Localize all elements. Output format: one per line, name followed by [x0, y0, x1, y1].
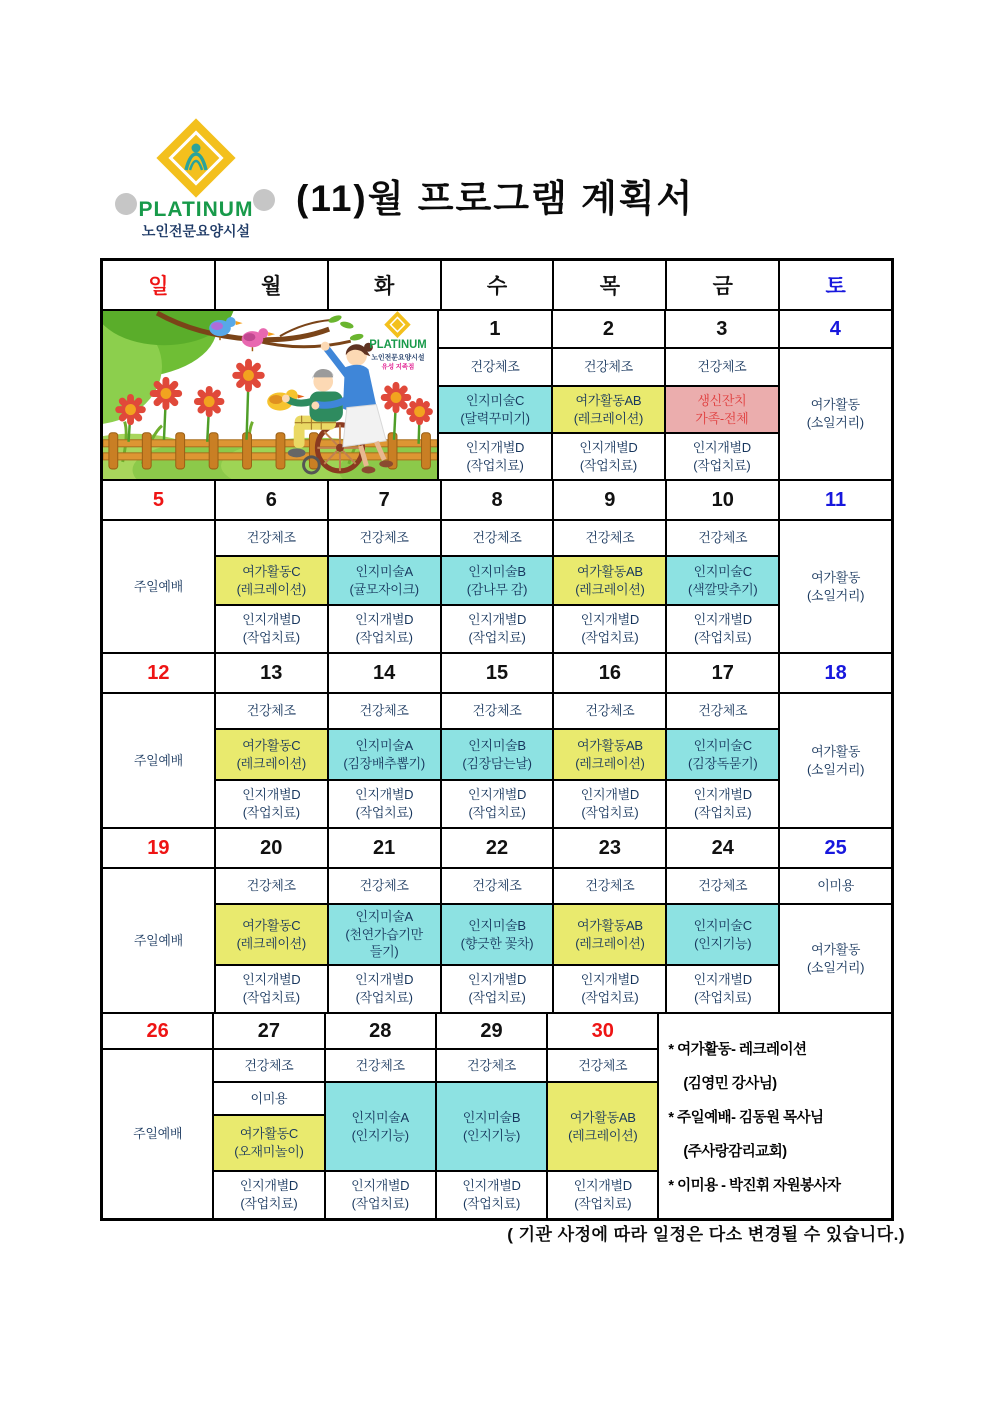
program-item-line: 건강체조: [359, 878, 409, 894]
program-item-line: 건강체조: [470, 359, 520, 375]
program-item: [326, 1050, 435, 1083]
svg-text:노인전문요양시설: 노인전문요양시설: [371, 354, 425, 362]
program-item-line: 건강체조: [697, 359, 747, 375]
day-header-금: 금: [665, 261, 778, 309]
notes-cell: [657, 1014, 891, 1218]
program-item: [553, 387, 664, 434]
program-item: [439, 434, 550, 479]
program-item-line: 인지미술B: [468, 563, 526, 579]
program-item: [780, 905, 891, 1012]
program-item: [666, 349, 777, 387]
program-item-line: (인지기능): [694, 935, 752, 951]
week-row-3: [103, 652, 891, 827]
program-item-line: 인지미술C: [465, 392, 525, 408]
program-item-line: 인지개별D: [239, 1178, 298, 1194]
date-24: 24: [667, 829, 778, 869]
program-item-line: 인지미술B: [462, 1109, 521, 1125]
program-item-line: 인지개별D: [693, 787, 752, 803]
day-cell-12: [103, 654, 214, 827]
program-item-line: 건강체조: [246, 878, 296, 894]
program-item-line: (작업치료): [579, 457, 637, 473]
program-item-line: 건강체조: [246, 703, 296, 719]
date-19: 19: [103, 829, 214, 869]
program-item: [329, 869, 440, 905]
program-item-line: 인지미술A: [355, 737, 413, 753]
program-item-line: 여가활동: [811, 569, 861, 585]
program-item: [437, 1172, 546, 1218]
day-cell-17: [665, 654, 778, 827]
program-item-line: 여가활동AB: [569, 1109, 636, 1125]
date-28: 28: [326, 1014, 435, 1050]
program-item: [667, 521, 778, 557]
program-item-line: (인지기능): [351, 1127, 409, 1143]
date-22: 22: [442, 829, 553, 869]
program-item-line: 건강체조: [698, 878, 748, 894]
program-item-line: 여가활동AB: [575, 392, 642, 408]
program-item: [216, 781, 327, 827]
note-line-1: * 여가활동- 레크레이션: [668, 1042, 807, 1058]
program-item-line: (천연가습기만: [345, 926, 423, 942]
program-item: [667, 557, 778, 606]
program-item: [548, 1172, 657, 1218]
program-item-line: 인지개별D: [580, 612, 639, 628]
program-item: [554, 781, 665, 827]
program-item-line: 건강체조: [472, 878, 522, 894]
program-item: [214, 1050, 323, 1083]
program-item-line: 주일예배: [133, 1126, 183, 1142]
program-item: [216, 521, 327, 557]
date-30: 30: [548, 1014, 657, 1050]
program-item-line: 건강체조: [244, 1057, 294, 1073]
day-cell-6: [214, 481, 327, 652]
program-item-line: 건강체조: [359, 530, 409, 546]
program-item-line: (귤모자이크): [349, 581, 419, 597]
program-item: [442, 905, 553, 966]
day-header-화: 화: [327, 261, 440, 309]
program-item: [548, 1083, 657, 1172]
day-header-수: 수: [440, 261, 553, 309]
program-item-line: (레크레이션): [573, 410, 644, 426]
program-item: [216, 557, 327, 606]
program-item-line: 건강체조: [585, 530, 635, 546]
program-item-line: (감나무 감): [466, 581, 528, 597]
program-item: [216, 966, 327, 1012]
program-item: [667, 781, 778, 827]
facility-logo-graphic: [108, 112, 288, 252]
program-item-line: 인지개별D: [355, 612, 414, 628]
day-cell-21: [327, 829, 440, 1012]
program-item-line: 여가활동AB: [576, 917, 643, 933]
svg-text:PLATINUM: PLATINUM: [369, 339, 427, 352]
program-item-line: 이미용: [817, 878, 854, 894]
program-item: [553, 434, 664, 479]
date-9: 9: [554, 481, 665, 521]
date-13: 13: [216, 654, 327, 694]
program-item: [554, 869, 665, 905]
program-item: [439, 349, 550, 387]
program-item-line: (소일거리): [807, 587, 865, 603]
day-cell-3: [664, 311, 777, 479]
day-cell-19: [103, 829, 214, 1012]
program-item: [442, 557, 553, 606]
program-item-line: 인지개별D: [242, 972, 301, 988]
program-item-line: 여가활동: [810, 397, 860, 413]
program-item: [329, 521, 440, 557]
program-item-line: 여가활동C: [242, 917, 301, 933]
footer-note: ( 기관 사정에 따라 일정은 다소 변경될 수 있습니다.): [507, 1225, 905, 1244]
date-12: 12: [103, 654, 214, 694]
program-item: [442, 730, 553, 781]
program-item: [780, 349, 891, 479]
program-item-line: 건강체조: [472, 530, 522, 546]
program-item-line: 인지개별D: [351, 1178, 410, 1194]
day-cell-22: [440, 829, 553, 1012]
program-item: [666, 434, 777, 479]
program-item-line: 여가활동AB: [576, 737, 643, 753]
program-item-line: 인지개별D: [242, 612, 301, 628]
program-item: [442, 781, 553, 827]
day-cell-8: [440, 481, 553, 652]
program-item: [442, 966, 553, 1012]
program-item-line: 건강체조: [698, 530, 748, 546]
day-cell-30: [546, 1014, 657, 1218]
date-27: 27: [214, 1014, 323, 1050]
program-item-line: (김장독묻기): [688, 755, 758, 771]
program-item-line: 건강체조: [466, 1057, 516, 1073]
program-item-line: (작업치료): [581, 805, 639, 820]
program-item-line: (작업치료): [694, 630, 752, 645]
day-cell-13: [214, 654, 327, 827]
program-item-line: (작업치료): [466, 457, 524, 473]
program-item-line: (작업치료): [694, 990, 752, 1005]
program-item-line: 건강체조: [359, 703, 409, 719]
program-item: [554, 521, 665, 557]
program-item-line: 건강체조: [585, 878, 635, 894]
program-item-line: 건강체조: [578, 1057, 628, 1073]
date-26: 26: [103, 1014, 212, 1050]
program-item-line: 여가활동: [811, 941, 861, 957]
program-item-line: (인지기능): [462, 1127, 521, 1143]
program-item-line: 인지미술B: [468, 737, 526, 753]
program-item: [780, 694, 891, 827]
program-item: [442, 521, 553, 557]
calendar-illustration: [103, 311, 437, 479]
program-item-line: (달력꾸미기): [460, 410, 530, 426]
program-item-line: 인지미술A: [355, 563, 413, 579]
program-item-line: 여가활동C: [242, 563, 301, 579]
date-17: 17: [667, 654, 778, 694]
program-item: [667, 694, 778, 730]
program-item-line: 인지개별D: [580, 787, 639, 803]
day-cell-26: [103, 1014, 212, 1218]
program-item: [103, 694, 214, 827]
program-item-line: 여가활동: [811, 743, 861, 759]
program-item-line: (작업치료): [240, 1196, 298, 1211]
program-item: [329, 730, 440, 781]
program-item: [667, 869, 778, 905]
program-item-line: (작업치료): [581, 630, 639, 645]
day-cell-5: [103, 481, 214, 652]
day-cell-9: [552, 481, 665, 652]
day-cell-27: [212, 1014, 323, 1218]
program-item: [329, 606, 440, 652]
program-item-line: (작업치료): [468, 990, 526, 1005]
program-item: [437, 1083, 546, 1172]
program-item-line: (레크레이션): [575, 935, 645, 951]
program-item: [329, 694, 440, 730]
note-line-4: (주사랑감리교회): [683, 1144, 787, 1160]
program-item-line: 건강체조: [698, 703, 748, 719]
day-cell-7: [327, 481, 440, 652]
program-item: [216, 694, 327, 730]
program-item-line: 인지개별D: [573, 1178, 632, 1194]
program-item-line: 인지개별D: [242, 787, 301, 803]
program-item: [554, 905, 665, 966]
program-item-line: 건강체조: [585, 703, 635, 719]
program-item: [667, 730, 778, 781]
calendar-photo-cell: [103, 311, 437, 479]
program-item-line: (소일거리): [807, 959, 865, 975]
program-item-line: 인지개별D: [579, 439, 638, 455]
program-item-line: 이미용: [250, 1090, 288, 1106]
program-item-line: (레크레이션): [236, 581, 306, 597]
program-item: [216, 730, 327, 781]
day-cell-1: [437, 311, 550, 479]
program-item-line: (김장담는날): [462, 755, 532, 771]
program-item-line: (작업치료): [468, 630, 526, 645]
program-item: [329, 905, 440, 966]
program-item-line: (작업치료): [351, 1196, 409, 1211]
day-cell-24: [665, 829, 778, 1012]
program-item-line: 인지개별D: [355, 787, 414, 803]
program-item: [442, 869, 553, 905]
program-item-line: 가족-전체: [695, 410, 749, 426]
date-29: 29: [437, 1014, 546, 1050]
program-item-line: (레크레이션): [568, 1127, 638, 1143]
program-item-line: (레크레이션): [236, 755, 306, 771]
program-item-line: 인지개별D: [693, 972, 752, 988]
program-item-line: 인지개별D: [462, 1178, 521, 1194]
logo-deco-dot-left: [115, 193, 137, 215]
logo-deco-dot-right: [253, 189, 275, 211]
program-item-line: (향긋한 꽃차): [460, 935, 534, 951]
program-item-line: (소일거리): [806, 415, 864, 430]
program-item-line: (작업치료): [355, 805, 413, 820]
program-item-line: 주일예배: [133, 578, 183, 594]
date-20: 20: [216, 829, 327, 869]
program-item-line: 인지개별D: [693, 612, 752, 628]
program-item-line: (작업치료): [242, 990, 300, 1005]
program-item-line: 인지개별D: [465, 439, 525, 455]
date-6: 6: [216, 481, 327, 521]
program-item-line: 여가활동AB: [576, 563, 643, 579]
program-item: [437, 1050, 546, 1083]
program-item: [667, 606, 778, 652]
program-item: [554, 694, 665, 730]
day-cell-2: [551, 311, 664, 479]
day-cell-11: [778, 481, 891, 652]
week-row-5: [103, 1012, 891, 1218]
program-item-line: 건강체조: [246, 530, 296, 546]
program-item-line: 인지미술A: [355, 908, 413, 924]
week-row-2: [103, 479, 891, 652]
note-line-3: * 주일예배- 김동원 목사님: [668, 1110, 824, 1126]
day-cell-4: [778, 311, 891, 479]
program-item-line: 주일예배: [133, 932, 183, 948]
program-item: [216, 905, 327, 966]
program-item-line: (작업치료): [574, 1196, 632, 1211]
program-item: [103, 1050, 212, 1218]
program-item-line: (레크레이션): [575, 755, 645, 771]
program-item-line: (김장배추뽑기): [343, 755, 425, 771]
date-23: 23: [554, 829, 665, 869]
program-item: [780, 869, 891, 905]
program-item-line: 들기): [369, 944, 399, 960]
program-item-line: 여가활동C: [239, 1126, 298, 1142]
day-cell-14: [327, 654, 440, 827]
day-header-일: 일: [148, 275, 169, 298]
date-18: 18: [780, 654, 891, 694]
day-cell-28: [324, 1014, 435, 1218]
date-25: 25: [780, 829, 891, 869]
note-line-2: (김영민 강사님): [683, 1076, 777, 1092]
program-item-line: 인지개별D: [467, 972, 527, 988]
facility-logo: [108, 112, 288, 252]
program-item: [214, 1083, 323, 1116]
day-header-토: 토: [778, 261, 891, 309]
day-cell-18: [778, 654, 891, 827]
program-item-line: 여가활동C: [242, 737, 301, 753]
logo-brand-text: PLATINUM: [138, 198, 254, 221]
program-item-line: (레크레이션): [575, 581, 645, 597]
program-item: [214, 1116, 323, 1172]
program-item-line: 생신잔치: [697, 392, 747, 408]
program-item-line: (작업치료): [462, 1196, 521, 1211]
program-item-line: 인지개별D: [467, 612, 527, 628]
day-cell-29: [435, 1014, 546, 1218]
program-item-line: 주일예배: [133, 752, 183, 768]
day-header-월: 월: [214, 261, 327, 309]
program-item-line: (작업치료): [694, 805, 752, 820]
program-item-line: 인지미술A: [351, 1109, 409, 1125]
program-item: [554, 557, 665, 606]
program-item: [548, 1050, 657, 1083]
week-row-4: [103, 827, 891, 1012]
program-item: [216, 869, 327, 905]
program-item-line: (작업치료): [355, 990, 413, 1005]
day-cell-23: [552, 829, 665, 1012]
date-1: 1: [439, 311, 550, 349]
program-item: [439, 387, 550, 434]
program-item: [667, 966, 778, 1012]
day-header-목: 목: [552, 261, 665, 309]
program-item: [329, 966, 440, 1012]
date-8: 8: [442, 481, 553, 521]
day-cell-16: [552, 654, 665, 827]
calendar-table: [100, 258, 894, 1221]
program-item: [326, 1172, 435, 1218]
program-item-line: 인지미술C: [693, 563, 752, 579]
program-item-line: 인지미술C: [693, 737, 752, 753]
program-item: [329, 557, 440, 606]
day-cell-10: [665, 481, 778, 652]
program-item-line: (작업치료): [242, 630, 300, 645]
program-item: [780, 521, 891, 652]
date-15: 15: [442, 654, 553, 694]
program-item: [329, 781, 440, 827]
program-item-line: 인지개별D: [467, 787, 527, 803]
program-item: [216, 606, 327, 652]
program-item: [103, 869, 214, 1012]
program-item: [442, 694, 553, 730]
program-item: [667, 905, 778, 966]
program-item-line: 건강체조: [472, 703, 522, 719]
date-2: 2: [553, 311, 664, 349]
program-item-line: 인지미술B: [468, 917, 526, 933]
note-line-5: * 이미용 - 박진휘 자원봉사자: [668, 1178, 841, 1194]
day-cell-25: [778, 829, 891, 1012]
program-item-line: 건강체조: [583, 359, 633, 375]
program-item: [442, 606, 553, 652]
program-item: [554, 966, 665, 1012]
program-item-line: 인지개별D: [355, 972, 414, 988]
day-cell-20: [214, 829, 327, 1012]
program-item: [666, 387, 777, 434]
program-item-line: 인지미술C: [693, 917, 752, 933]
date-7: 7: [329, 481, 440, 521]
program-item-line: (레크레이션): [236, 935, 306, 951]
program-item-line: 인지개별D: [580, 972, 639, 988]
date-5: 5: [103, 481, 214, 521]
date-10: 10: [667, 481, 778, 521]
program-item-line: (작업치료): [581, 990, 639, 1005]
program-item-line: 건강체조: [355, 1057, 405, 1073]
svg-text:유성 지족점: 유성 지족점: [381, 363, 415, 371]
date-16: 16: [554, 654, 665, 694]
program-item-line: (색깔맞추기): [688, 581, 758, 597]
date-11: 11: [780, 481, 891, 521]
date-3: 3: [666, 311, 777, 349]
program-item-line: (작업치료): [468, 805, 526, 820]
date-14: 14: [329, 654, 440, 694]
program-item-line: 인지개별D: [692, 439, 751, 455]
program-item: [103, 521, 214, 652]
program-item: [553, 349, 664, 387]
program-item-line: (작업치료): [355, 630, 413, 645]
program-item-line: (오재미놀이): [234, 1144, 304, 1159]
program-item-line: (작업치료): [242, 805, 300, 820]
program-item: [326, 1083, 435, 1172]
program-item: [214, 1172, 323, 1218]
date-4: 4: [780, 311, 891, 349]
page-title: (11)월 프로그램 계획서: [296, 178, 695, 219]
program-item-line: (소일거리): [807, 761, 865, 777]
week-row-1: [103, 311, 891, 479]
calendar-weeks: [103, 311, 891, 1218]
program-item: [554, 730, 665, 781]
program-item: [554, 606, 665, 652]
day-header-row: [103, 261, 891, 311]
day-cell-15: [440, 654, 553, 827]
date-21: 21: [329, 829, 440, 869]
logo-diamond-icon: [156, 118, 235, 197]
logo-subtitle-text: 노인전문요양시설: [141, 223, 251, 239]
program-item-line: (작업치료): [693, 457, 751, 473]
